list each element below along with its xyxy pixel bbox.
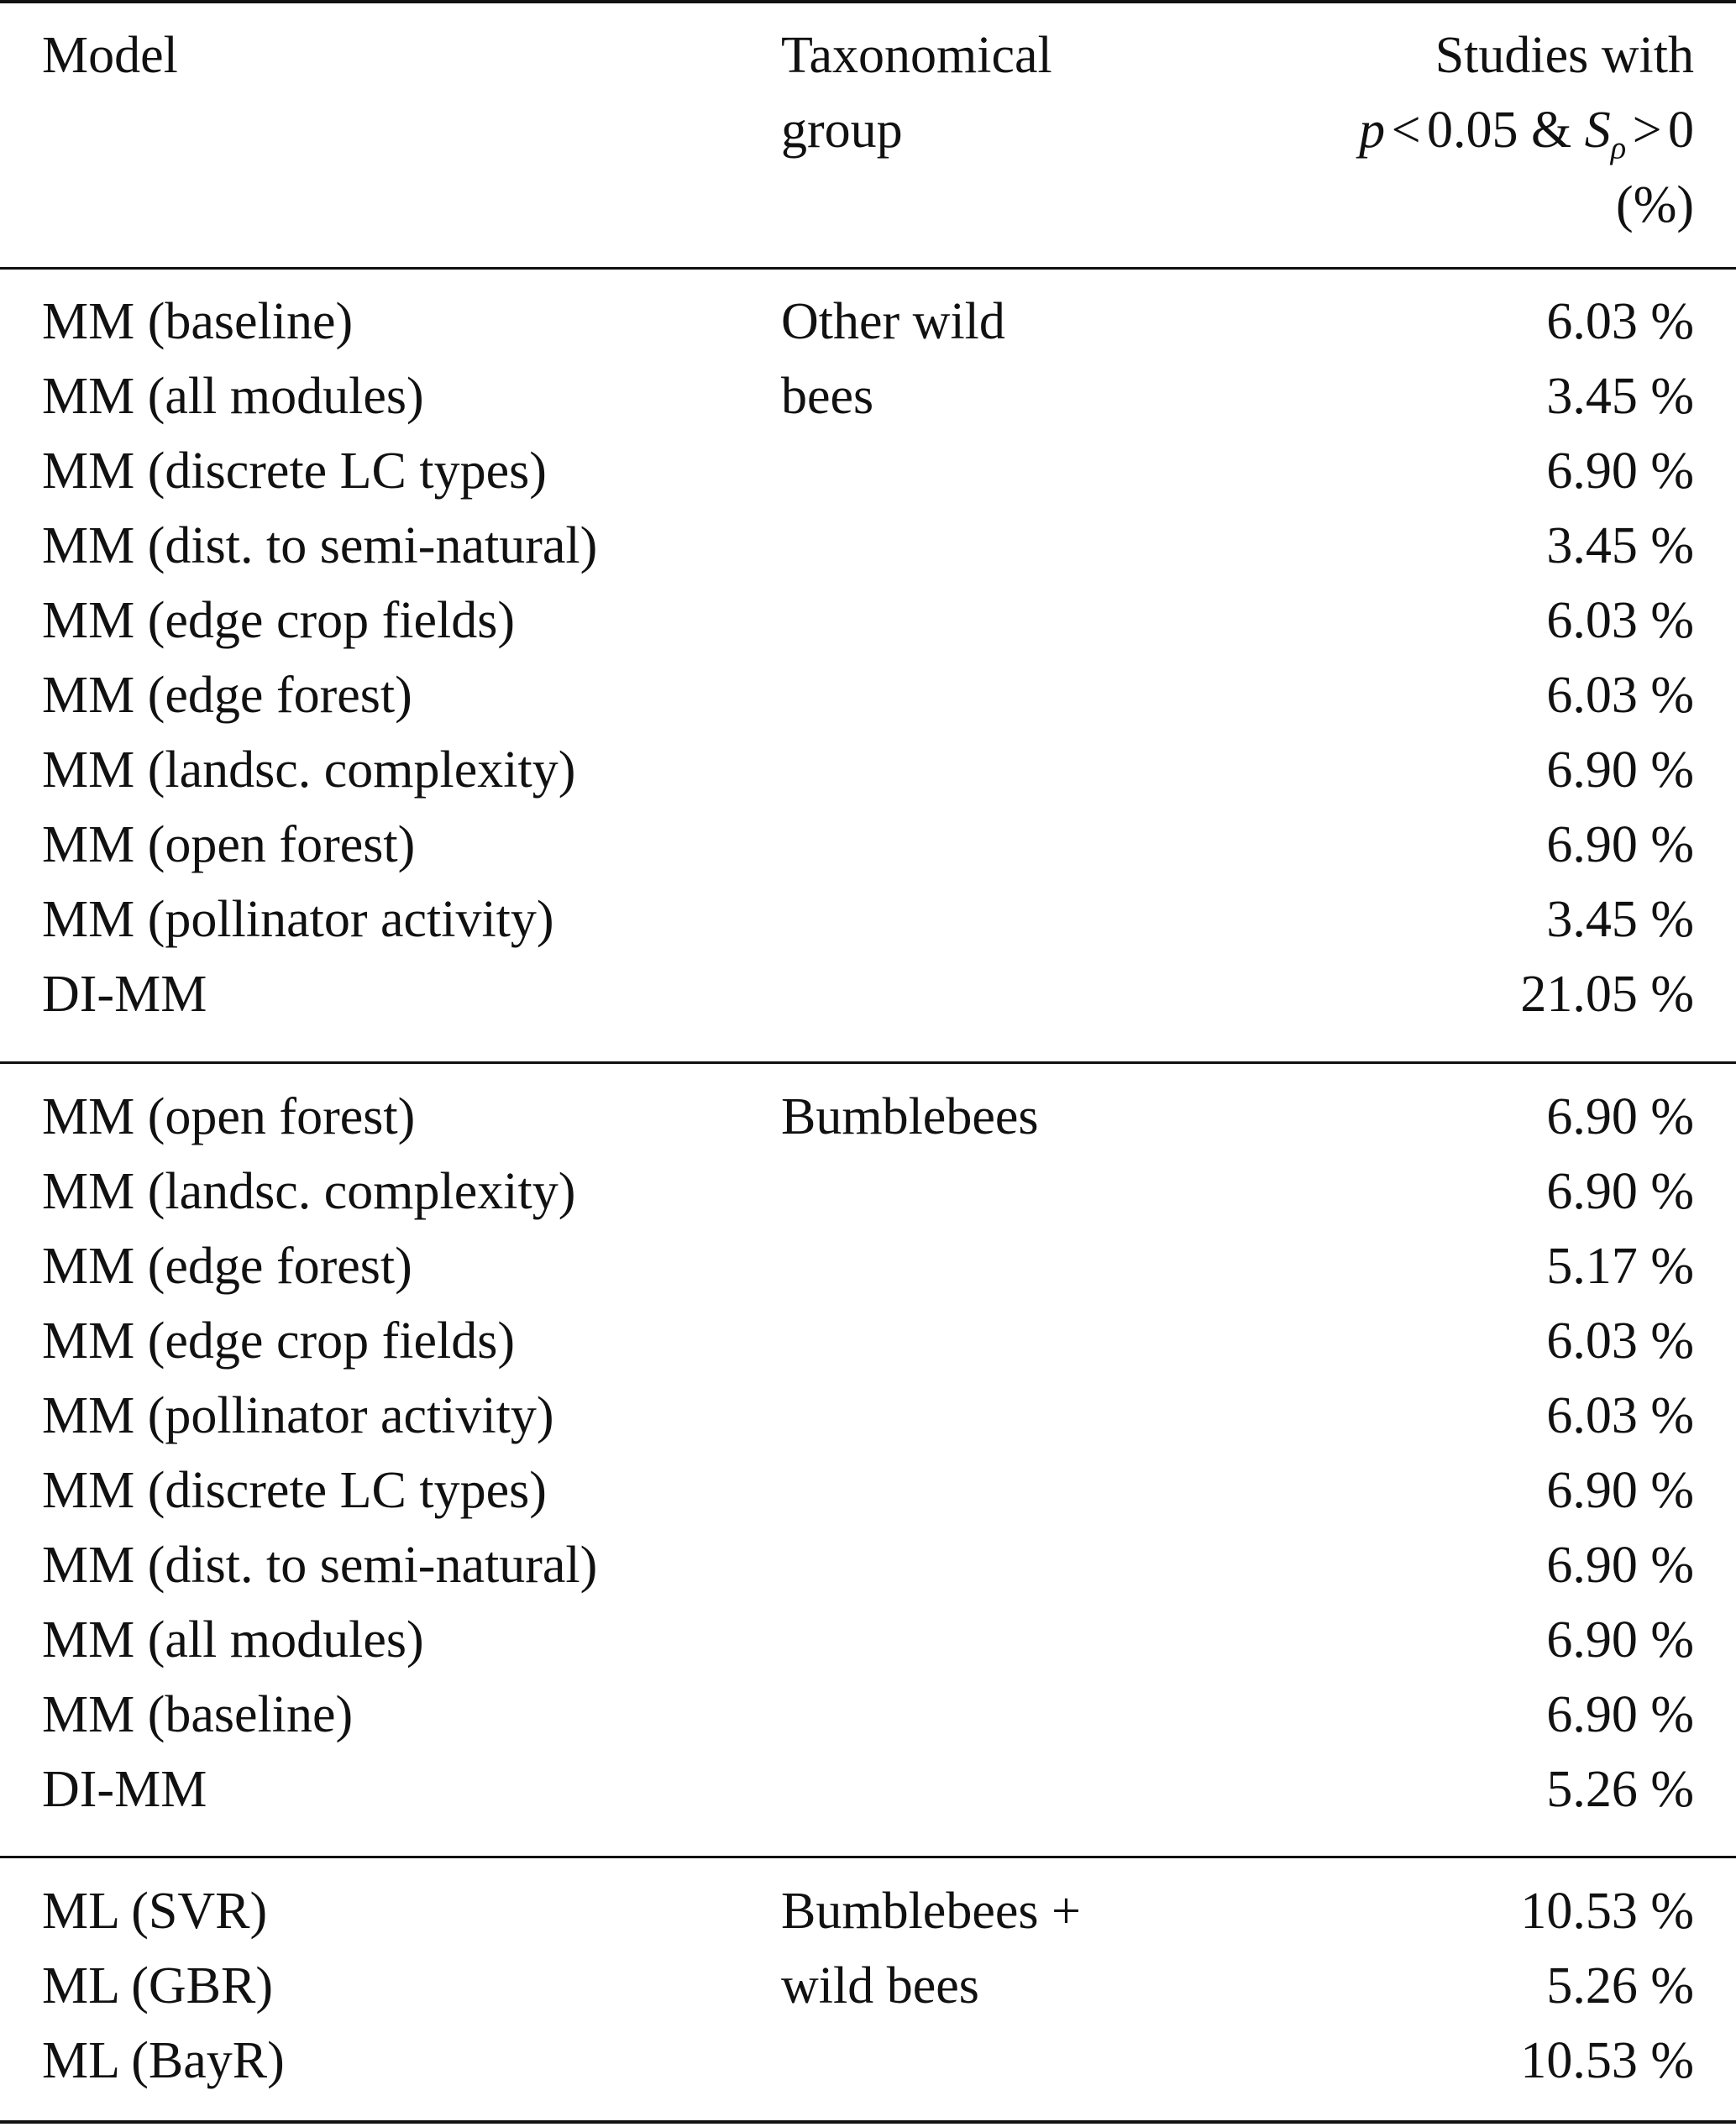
value-cell: 6.90 %	[1546, 1686, 1694, 1743]
value-cell: 6.90 %	[1546, 1462, 1694, 1519]
group-label-line1: Bumblebees +	[781, 1883, 1081, 1940]
value-cell: 3.45 %	[1546, 517, 1694, 574]
value-cell: 21.05 %	[1520, 966, 1694, 1023]
value-cell: 6.90 %	[1546, 1537, 1694, 1594]
group-label-line2: bees	[781, 368, 874, 425]
value-cell: 6.90 %	[1546, 816, 1694, 873]
group-label-line1: Bumblebees	[781, 1088, 1039, 1145]
value-cell: 6.03 %	[1546, 592, 1694, 649]
model-cell: MM (pollinator activity)	[42, 891, 554, 948]
model-cell: MM (open forest)	[42, 1088, 416, 1145]
model-cell: MM (pollinator activity)	[42, 1387, 554, 1444]
header-threshold: 0.05 &	[1426, 102, 1572, 159]
model-cell: MM (edge forest)	[42, 1238, 412, 1295]
model-cell: MM (landsc. complexity)	[42, 741, 576, 799]
value-cell: 6.03 %	[1546, 1387, 1694, 1444]
header-value-line1: Studies with	[1434, 27, 1694, 84]
value-cell: 5.17 %	[1546, 1238, 1694, 1295]
value-cell: 3.45 %	[1546, 368, 1694, 425]
value-cell: 6.90 %	[1546, 1088, 1694, 1145]
value-cell: 5.26 %	[1546, 1761, 1694, 1818]
value-cell: 6.03 %	[1546, 1312, 1694, 1370]
section-rule	[0, 1061, 1736, 1064]
section-rule	[0, 1856, 1736, 1858]
header-gt-symbol: >	[1632, 102, 1662, 159]
header-s-symbol: S	[1584, 102, 1611, 159]
header-rule	[0, 267, 1736, 270]
value-cell: 6.90 %	[1546, 1163, 1694, 1220]
model-cell: MM (baseline)	[42, 293, 354, 350]
header-group-line1: Taxonomical	[781, 27, 1052, 84]
value-cell: 3.45 %	[1546, 891, 1694, 948]
value-cell: 6.03 %	[1546, 667, 1694, 724]
model-cell: DI-MM	[42, 966, 207, 1023]
value-cell: 6.90 %	[1546, 741, 1694, 799]
header-zero: 0	[1668, 102, 1694, 159]
value-cell: 6.90 %	[1546, 1611, 1694, 1669]
value-cell: 5.26 %	[1546, 1957, 1694, 2014]
model-cell: MM (all modules)	[42, 1611, 424, 1669]
model-cell: ML (SVR)	[42, 1883, 268, 1940]
header-p-symbol: p	[1359, 102, 1386, 159]
header-rho-symbol: ρ	[1610, 130, 1627, 166]
model-cell: MM (edge crop fields)	[42, 592, 515, 649]
model-cell: MM (edge forest)	[42, 667, 412, 724]
model-cell: DI-MM	[42, 1761, 207, 1818]
group-label-line1: Other wild	[781, 293, 1005, 350]
model-cell: MM (baseline)	[42, 1686, 354, 1743]
model-cell: MM (all modules)	[42, 368, 424, 425]
model-cell: MM (landsc. complexity)	[42, 1163, 576, 1220]
header-lt-symbol: <	[1391, 102, 1421, 159]
model-cell: MM (dist. to semi-natural)	[42, 1537, 598, 1594]
model-cell: MM (discrete LC types)	[42, 1462, 547, 1519]
header-value-line2	[1359, 93, 1694, 168]
header-value-line3: (%)	[1616, 176, 1694, 233]
model-cell: ML (GBR)	[42, 1957, 273, 2014]
model-cell: MM (edge crop fields)	[42, 1312, 515, 1370]
value-cell: 6.03 %	[1546, 293, 1694, 350]
model-cell: MM (discrete LC types)	[42, 443, 547, 500]
value-cell: 10.53 %	[1520, 2032, 1694, 2089]
top-rule	[0, 0, 1736, 3]
value-cell: 6.90 %	[1546, 443, 1694, 500]
model-cell: ML (BayR)	[42, 2032, 285, 2089]
model-cell: MM (dist. to semi-natural)	[42, 517, 598, 574]
header-model: Model	[42, 27, 178, 84]
model-cell: MM (open forest)	[42, 816, 416, 873]
header-group-line2: group	[781, 102, 903, 159]
group-label-line2: wild bees	[781, 1957, 979, 2014]
bottom-rule	[0, 2120, 1736, 2124]
value-cell: 10.53 %	[1520, 1883, 1694, 1940]
